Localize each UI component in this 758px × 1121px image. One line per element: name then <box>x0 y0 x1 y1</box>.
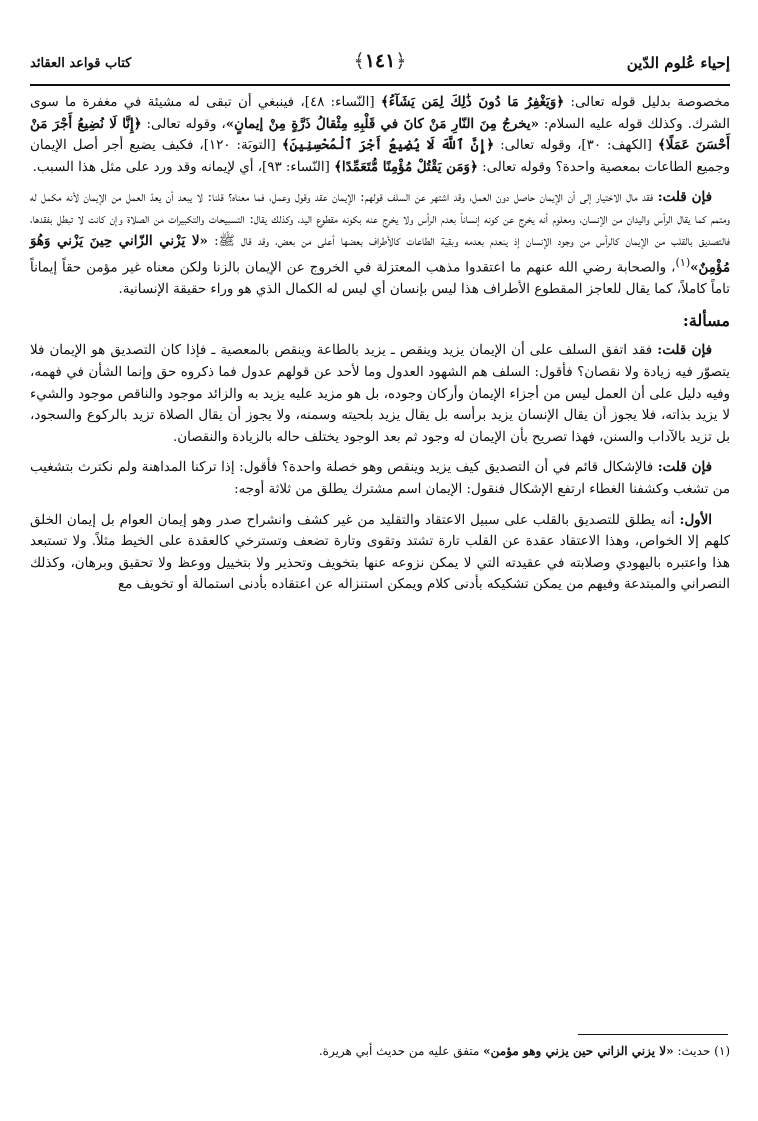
text-run: متفق عليه من حديث أبي هريرة. <box>318 1044 484 1058</box>
text-run: مخصوصة بدليل قوله تعالى: <box>564 95 730 110</box>
main-text <box>30 92 730 605</box>
chapter-title: كتاب قواعد العقائد <box>30 56 132 71</box>
page-header <box>30 48 730 80</box>
text-run: حديث: <box>673 1044 711 1058</box>
text-run: فقد اتفق السلف على أن الإيمان يزيد وينقص ـ يزيد بالطاعة وينقص بالمعصية ـ فإذا كان التصديق هو الإيمان فلا يتصوّر فيه زيادة ولا نقصان؟ فأقول: السلف هم الشهود العدول وما لأحد عن قولهم عدول فما ذكروه حق وإنما الشأن في فهمه، وفيه دليل على أن العمل ليس من أجزاء الإيمان وأركان وجوده، بل هو مزيد عليه يزيد به والزائد موجود والناقص موجود والشيء لا يزيد بذاته، فلا يجوز أن يقال الإنسان يزيد برأسه بل يقال يزيد بلحيته وسمنه، ولا يجوز أن يقال الصلاة تزيد بالركوع والسجود، بل تزيد بالآداب والسنن، فهذا تصريح بأن الإيمان له وجود ثم بعد الوجود يختلف حاله بالزيادة والنقصان. <box>30 343 730 445</box>
page-number <box>335 50 425 72</box>
hadith-quote: «لا يَزْني الزّاني حِينَ يَزْني وَهُوَ مُؤْمِنٌ» <box>30 232 730 276</box>
book-title: إحياء عُلوم الدّين <box>626 54 730 72</box>
hadith-quote: «يخرجُ مِنَ النّارِ مَنْ كانَ في قَلْبِهِ مِثْقالُ ذَرَّةٍ مِنْ إيمانٍ» <box>225 115 539 132</box>
text-run: [الكهف: ٣٠]، وقوله تعالى: <box>494 138 658 154</box>
text-run: [النّساء: ٩٣]، أي لإيمانه وقد ورد على مثل هذا السبب. <box>32 159 335 175</box>
footnote <box>30 1042 730 1060</box>
text-run: فالإشكال قائم في أن التصديق كيف يزيد وينقص وهو خصلة واحدة؟ فأقول: إذا تركنا المداهنة ولم نكترث بتشغيب من تشغب وكشفنا الغطاء ارتفع الإشكال فنقول: الإيمان اسم مشترك يطلق من ثلاثة أوجه: <box>30 460 730 497</box>
point-label: الأول: <box>679 511 712 528</box>
text-run: [التوبَة: ١٢٠]، فكيف يضيع أجر أصل الإيمان وجميع الطاعات بمعصية واحدة؟ وقوله تعالى: <box>30 138 730 175</box>
paragraph <box>30 92 730 178</box>
footnote-divider <box>578 1034 728 1035</box>
question-label: فإن قلت: <box>657 459 712 476</box>
paragraph <box>30 457 730 500</box>
page-number-value: ١٤١ <box>364 50 396 72</box>
footnote-number: (١) <box>714 1044 730 1058</box>
text-run: أنه يطلق للتصديق بالقلب على سبيل الاعتقاد والتقليد من غير كشف وانشراح صدر وهو إيمان العوام بل إيمان الخلق كلهم إلا الخواص، وهذا الاعتقاد عقدة عن القلب تارة تشتد وتقوى وتارة تضعف وتسترخي كالعقدة على الخيط مثلاً. ولا تستبعد هذا واعتبره باليهودي وصلابته في عقيدته التي لا يمكن نزوعه عنها بتخويف وتحذير ولا بتخييل ووعظ ولا تحقيق وبرهان، وكذلك النصراني والمبتدعة وفيهم من يمكن تشكيكه بأدنى كلام ويمكن استنزاله عن اعتقاده بأدنى استمالة أو تخويف مع <box>30 512 730 593</box>
page-number-bracket-left: ﴾ <box>353 50 365 72</box>
header-divider <box>30 84 730 86</box>
question-label: فإن قلت: <box>657 342 712 359</box>
footnote-ref: (١) <box>675 256 691 270</box>
hadith-quote: «لا يزني الزاني حين يزني وهو مؤمن» <box>483 1044 674 1058</box>
question-label: فإن قلت: <box>657 189 713 206</box>
text-run: فقد مال الاختيار إلى أن الإيمان حاصل دون العمل، وقد اشتهر عن السلف قولهم: الإيمان عقد وقول وعمل، فما معناه؟ قلنا: لا يبعد أن يعدّ العمل من الإيمان لأنه مكمل له ومتمم كما يقال الرأس واليدان من الإنسان، ومعلوم أنه يخرج عن كونه إنساناً بعدم الرأس ولا يخرج عنه بكونه مقطوع اليد، وكذلك يقال: التسبيحات والتكبيرات من الصلاة وإن كانت لا تبطل بفقدها، فالتصديق بالقلب من الإيمان كالرأس من وجود الإنسان إذ ينعدم بعدمه وبقية الطاعات كالأطراف بعضها أعلى من بعض، وقد قال ﷺ: <box>30 190 731 249</box>
quran-quote: ﴿وَمَن يَقْتُلْ مُؤْمِنًا مُّتَعَمِّدًا﴾ <box>334 158 478 175</box>
quran-quote: ﴿إِنَّ ٱللَّهَ لَا يُضِيعُ أَجْرَ ٱلْمُحْسِنِينَ﴾ <box>281 137 495 154</box>
page-number-bracket-right: ﴿ <box>395 50 407 72</box>
section-title: مسألة: <box>682 310 730 330</box>
quran-quote: ﴿إِنَّا لَا نُضِيعُ أَجْرَ مَنْ أَحْسَنَ عَمَلًا﴾ <box>30 115 730 154</box>
text-run: ، وقوله تعالى: <box>141 116 226 132</box>
quran-quote: ﴿وَيَغْفِرُ مَا دُونَ ذَٰلِكَ لِمَن يَشَآءُ﴾ <box>380 94 565 110</box>
text-run: ، والصحابة رضي الله عنهم ما اعتقدوا مذهب المعتزلة في الخروج عن الإيمان بالزنا ولكن معناه غير مؤمن حقاً إيماناً تاماً كاملاً، كما يقال للعاجز المقطوع الأطراف هذا ليس بإنسان أي ليس له الكمال الذي هو وراء حقيقة الإنسانية. <box>30 260 730 298</box>
paragraph <box>30 340 730 448</box>
text-run: [النّساء: ٤٨]، فينبغي أن تبقى له مشيئة في مغفرة ما سوى الشرك. وكذلك قوله عليه السلام: <box>30 95 730 132</box>
paragraph <box>30 187 730 300</box>
paragraph <box>30 510 730 596</box>
